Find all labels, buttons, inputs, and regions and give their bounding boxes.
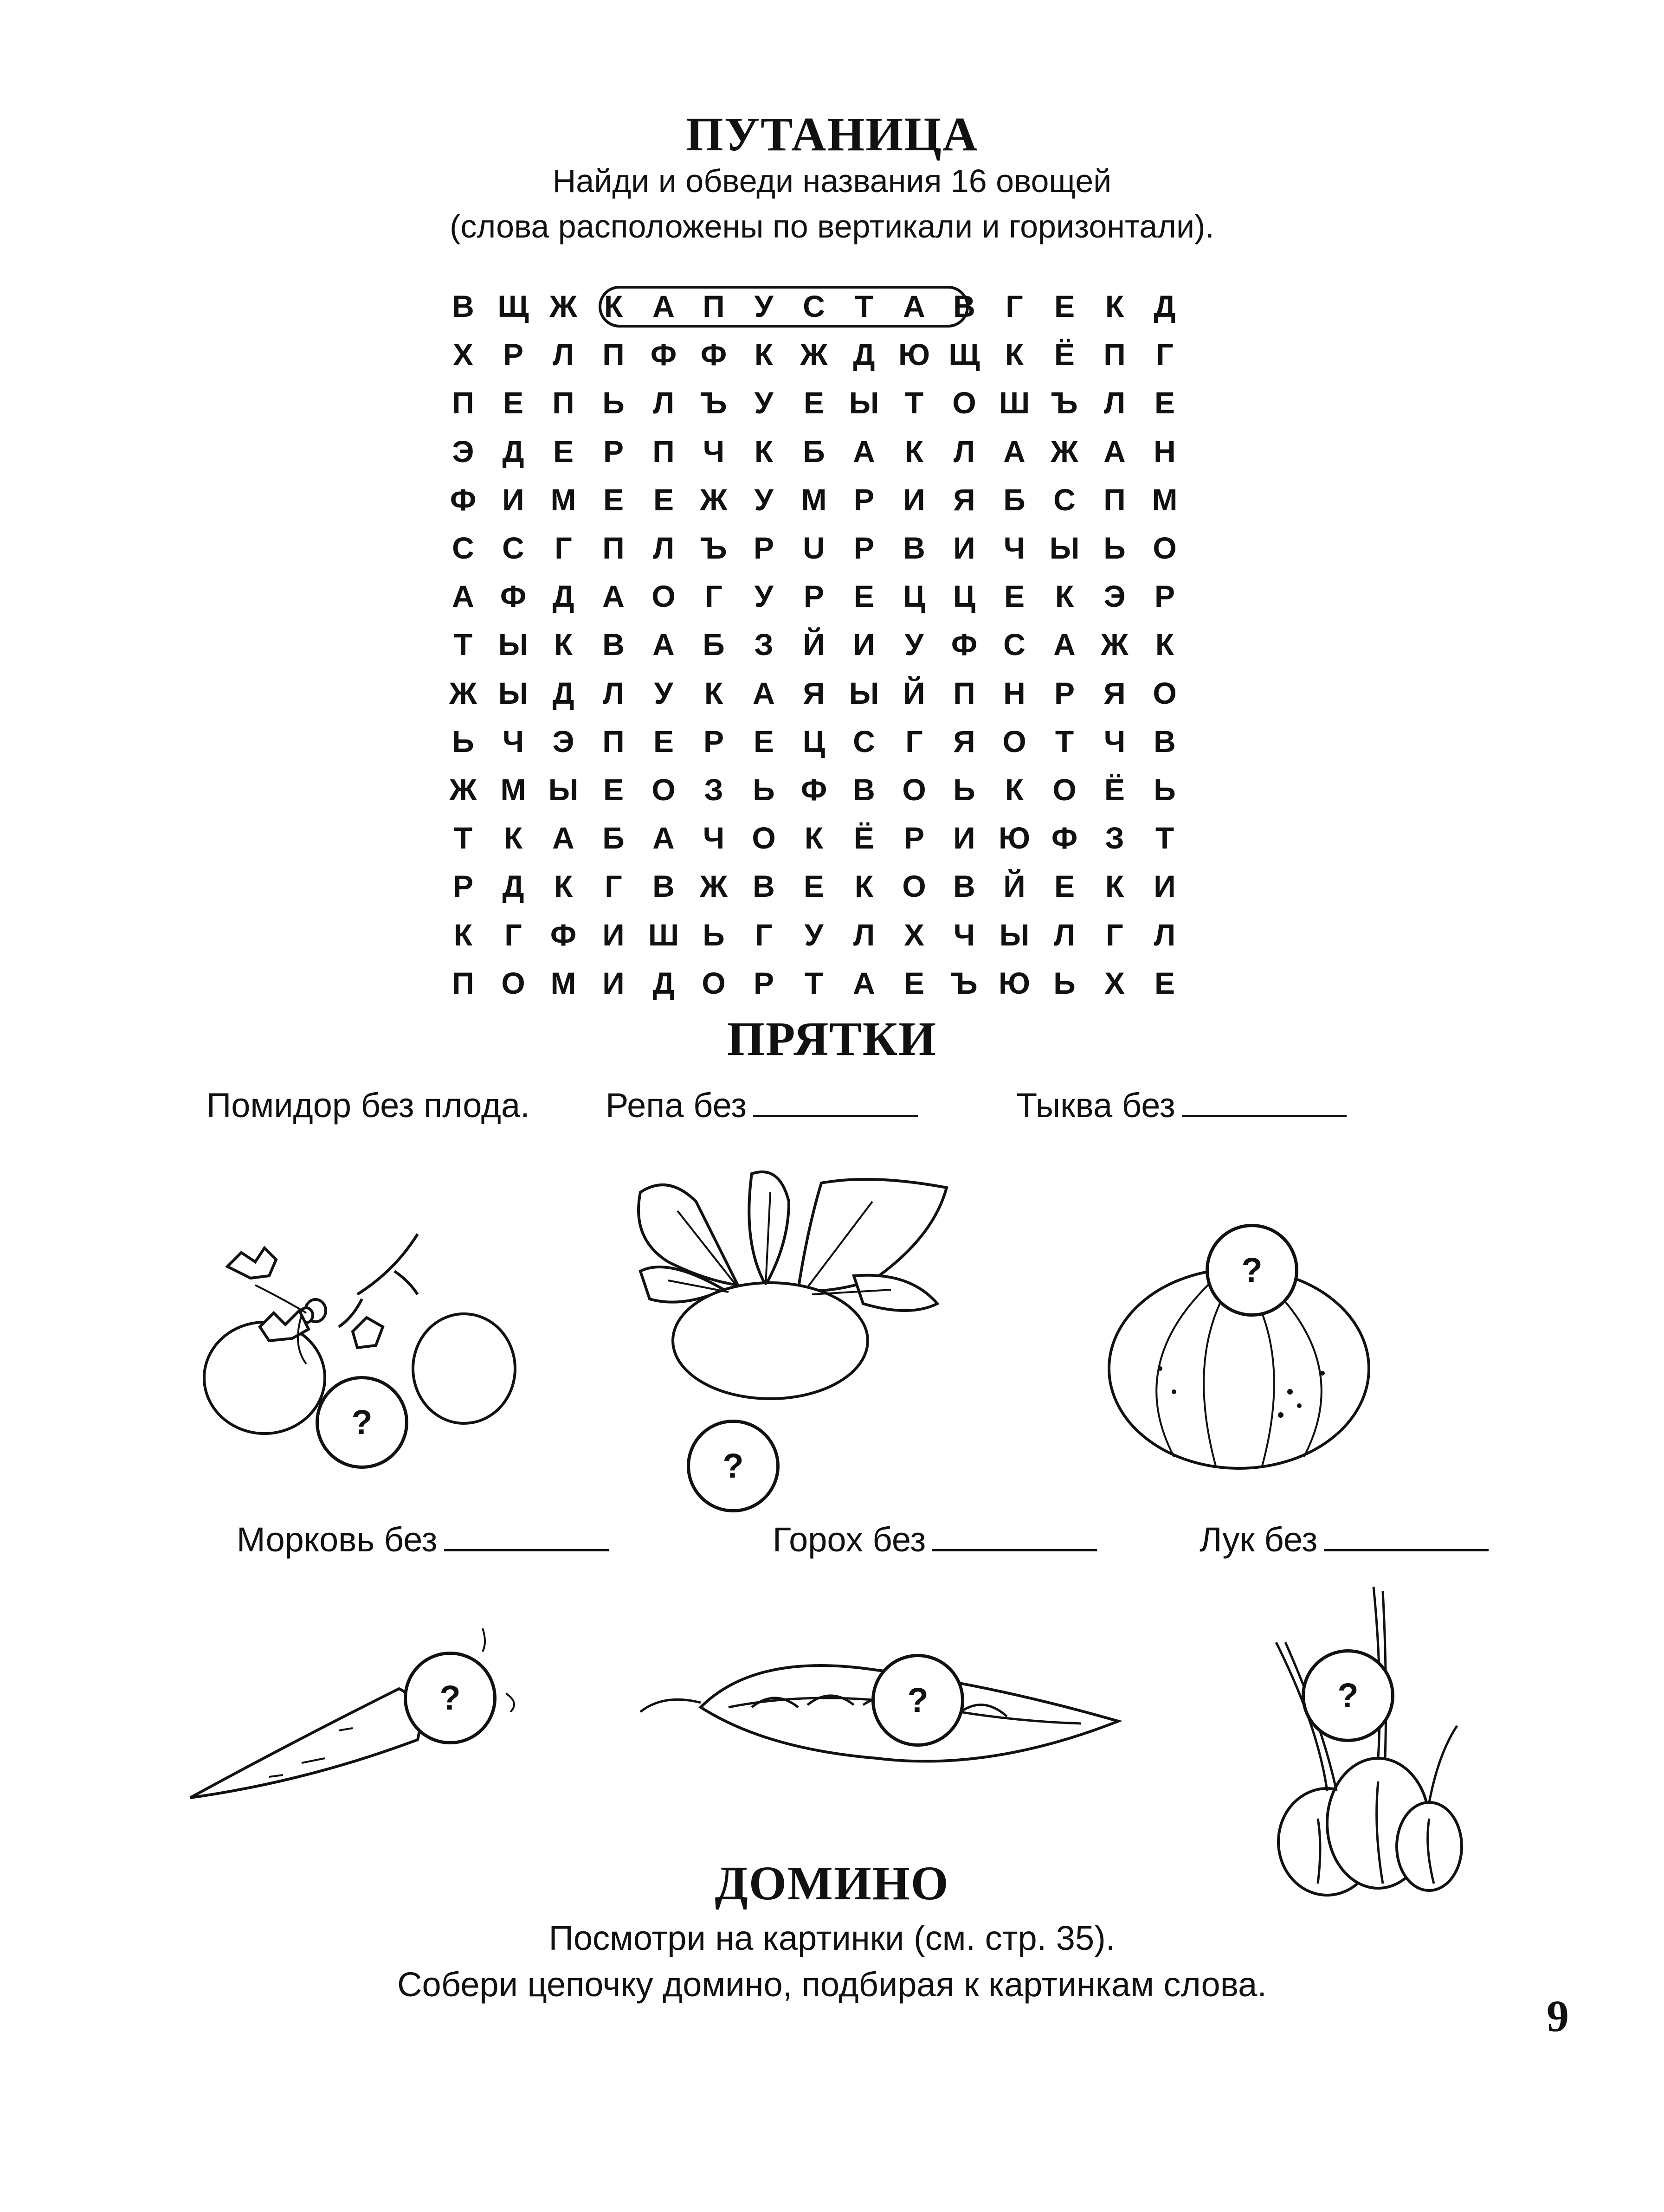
grid-letter[interactable]: О xyxy=(952,386,976,420)
grid-letter[interactable]: Т xyxy=(804,965,824,1000)
grid-letter[interactable]: С xyxy=(853,724,875,759)
grid-letter[interactable]: И xyxy=(1154,869,1176,904)
question-circle-onion: ? xyxy=(1302,1649,1394,1742)
grid-letter[interactable]: Р xyxy=(753,531,774,565)
grid-letter[interactable]: З xyxy=(1105,821,1124,855)
grid-letter[interactable]: Ж xyxy=(449,772,477,807)
grid-letter[interactable]: Е xyxy=(1154,965,1175,1000)
grid-letter[interactable]: Ж xyxy=(700,869,728,904)
grid-letter[interactable]: Ъ xyxy=(1051,386,1078,420)
grid-letter[interactable]: П xyxy=(552,386,574,420)
grid-letter[interactable]: Д xyxy=(652,965,675,1000)
grid-letter[interactable]: Й xyxy=(803,627,825,662)
grid-letter[interactable]: Ч xyxy=(703,434,725,469)
grid-letter[interactable]: Ф xyxy=(450,482,477,517)
grid-row xyxy=(445,427,1233,476)
grid-letter[interactable]: Р xyxy=(1154,579,1175,614)
grid-letter[interactable]: К xyxy=(804,821,824,855)
grid-letter[interactable]: З xyxy=(754,627,774,662)
grid-letter[interactable]: В xyxy=(953,289,975,323)
label-luk-text: Лук без xyxy=(1200,1520,1318,1559)
grid-letter[interactable]: С xyxy=(1003,627,1025,662)
grid-letter[interactable]: А xyxy=(1103,434,1126,469)
grid-letter[interactable]: К xyxy=(604,289,623,323)
label-goroh xyxy=(773,1520,1097,1559)
grid-letter[interactable]: Л xyxy=(953,434,975,469)
grid-letter[interactable]: У xyxy=(804,917,824,952)
grid-letter[interactable]: К xyxy=(1155,627,1174,662)
grid-letter[interactable]: Э xyxy=(452,434,474,469)
grid-letter[interactable]: Е xyxy=(553,434,574,469)
grid-letter[interactable]: М xyxy=(500,772,526,807)
grid-letter[interactable]: Е xyxy=(853,579,875,614)
grid-row xyxy=(445,911,1233,959)
grid-letter[interactable]: Ш xyxy=(999,386,1030,420)
grid-letter[interactable]: И xyxy=(903,482,925,517)
grid-letter[interactable]: О xyxy=(1002,724,1026,759)
grid-letter[interactable]: К xyxy=(554,869,573,904)
grid-letter[interactable]: Ф xyxy=(700,337,727,372)
domino-instruction-1: Посмотри на картинки (см. стр. 35). xyxy=(548,1919,1116,1957)
grid-letter[interactable]: П xyxy=(602,724,625,759)
grid-letter[interactable]: Ы xyxy=(849,386,879,420)
grid-letter[interactable]: К xyxy=(1005,772,1024,807)
grid-letter[interactable]: Ъ xyxy=(700,531,727,565)
grid-letter[interactable]: Р xyxy=(1054,675,1075,710)
grid-letter[interactable]: В xyxy=(452,289,474,323)
grid-letter[interactable]: Г xyxy=(504,917,522,952)
grid-letter[interactable]: Ь xyxy=(753,772,775,807)
grid-letter[interactable]: Д xyxy=(552,579,574,614)
grid-letter[interactable]: В xyxy=(652,869,675,904)
grid-letter[interactable]: Ъ xyxy=(700,386,727,420)
grid-letter[interactable]: Е xyxy=(1154,386,1175,420)
grid-letter[interactable]: П xyxy=(953,675,975,710)
grid-letter[interactable]: Л xyxy=(652,386,675,420)
grid-letter[interactable]: Е xyxy=(653,482,674,517)
label-goroh-text: Горох без xyxy=(773,1520,926,1559)
grid-letter[interactable]: Ю xyxy=(998,821,1031,855)
grid-letter[interactable]: Ё xyxy=(853,821,875,855)
grid-letter[interactable]: Ы xyxy=(498,675,529,710)
grid-letter[interactable]: В xyxy=(953,869,975,904)
grid-letter[interactable]: А xyxy=(853,965,875,1000)
grid-letter[interactable]: Ж xyxy=(549,289,577,323)
grid-letter[interactable]: У xyxy=(754,386,774,420)
page-number: 9 xyxy=(1547,1991,1569,2041)
grid-letter[interactable]: Т xyxy=(1155,821,1174,855)
domino-instruction-2: Собери цепочку домино, подбирая к картинкам слова. xyxy=(397,1965,1267,2004)
grid-letter[interactable]: Ы xyxy=(498,627,529,662)
grid-letter[interactable]: У xyxy=(754,289,774,323)
grid-letter[interactable]: Р xyxy=(753,965,774,1000)
grid-letter[interactable]: Г xyxy=(605,869,622,904)
answer-blank-tykva[interactable] xyxy=(1182,1113,1347,1117)
grid-letter[interactable]: З xyxy=(704,772,723,807)
grid-letter[interactable]: П xyxy=(652,434,675,469)
grid-letter[interactable]: К xyxy=(1055,579,1074,614)
grid-letter[interactable]: Ы xyxy=(548,772,579,807)
grid-letter[interactable]: Х xyxy=(903,917,925,952)
grid-letter[interactable]: Щ xyxy=(497,289,529,323)
grid-letter[interactable]: Д xyxy=(552,675,574,710)
grid-letter[interactable]: А xyxy=(1053,627,1076,662)
question-circle-tomato: ? xyxy=(316,1376,408,1469)
grid-letter[interactable]: Р xyxy=(803,579,825,614)
grid-letter[interactable]: К xyxy=(1105,289,1124,323)
grid-letter[interactable]: Д xyxy=(853,337,875,372)
grid-letter[interactable]: И xyxy=(602,965,625,1000)
question-circle-carrot: ? xyxy=(404,1652,497,1744)
grid-letter[interactable]: Ы xyxy=(849,675,879,710)
grid-letter[interactable]: К xyxy=(1105,869,1124,904)
grid-letter[interactable]: Ф xyxy=(951,627,978,662)
grid-letter[interactable]: В xyxy=(853,772,875,807)
grid-letter[interactable]: Ь xyxy=(1154,772,1176,807)
grid-letter[interactable]: С xyxy=(1053,482,1076,517)
grid-letter[interactable]: Т xyxy=(453,627,473,662)
grid-row xyxy=(445,717,1233,765)
grid-letter[interactable]: Л xyxy=(602,675,625,710)
grid-letter[interactable]: Ж xyxy=(1101,627,1129,662)
grid-letter[interactable]: Б xyxy=(703,627,725,662)
grid-letter[interactable]: И xyxy=(953,531,975,565)
answer-blank-goroh[interactable] xyxy=(932,1547,1097,1551)
grid-row xyxy=(445,524,1233,572)
grid-letter[interactable]: Ь xyxy=(452,724,474,759)
grid-row xyxy=(445,669,1233,717)
grid-letter[interactable]: Ы xyxy=(999,917,1030,952)
label-repa xyxy=(606,1086,918,1125)
grid-letter[interactable]: К xyxy=(1005,337,1024,372)
grid-letter[interactable]: П xyxy=(1103,337,1126,372)
grid-letter[interactable]: Д xyxy=(502,434,524,469)
grid-letter[interactable]: Е xyxy=(603,772,624,807)
grid-letter[interactable]: Р xyxy=(703,724,724,759)
grid-row xyxy=(445,765,1233,814)
grid-letter[interactable]: Х xyxy=(1104,965,1125,1000)
grid-letter[interactable]: Р xyxy=(603,434,624,469)
grid-letter[interactable]: Ф xyxy=(650,337,677,372)
grid-letter[interactable]: К xyxy=(453,917,473,952)
grid-letter[interactable]: Е xyxy=(653,724,674,759)
grid-letter[interactable]: Т xyxy=(1055,724,1074,759)
grid-letter[interactable]: Ц xyxy=(903,579,926,614)
grid-letter[interactable]: М xyxy=(550,965,576,1000)
grid-letter[interactable]: Е xyxy=(803,869,825,904)
grid-letter[interactable]: К xyxy=(904,434,924,469)
grid-letter[interactable]: Д xyxy=(502,869,524,904)
grid-letter[interactable]: Г xyxy=(1156,337,1174,372)
grid-letter[interactable]: А xyxy=(652,289,675,323)
grid-letter[interactable]: П xyxy=(602,531,625,565)
grid-letter[interactable]: Ы xyxy=(1049,531,1080,565)
grid-letter[interactable]: Р xyxy=(903,821,925,855)
grid-letter[interactable]: К xyxy=(503,821,523,855)
grid-letter[interactable]: Х xyxy=(452,337,474,372)
grid-letter[interactable]: П xyxy=(602,337,625,372)
grid-letter[interactable]: Б xyxy=(602,821,625,855)
grid-letter[interactable]: Б xyxy=(1003,482,1025,517)
grid-letter[interactable]: Е xyxy=(503,386,524,420)
grid-letter[interactable]: Л xyxy=(1053,917,1076,952)
grid-letter[interactable]: Г xyxy=(755,917,773,952)
grid-letter[interactable]: А xyxy=(552,821,574,855)
grid-letter[interactable]: А xyxy=(452,579,474,614)
grid-letter[interactable]: С xyxy=(502,531,524,565)
grid-letter[interactable]: Щ xyxy=(948,337,980,372)
grid-letter[interactable]: Ф xyxy=(800,772,827,807)
title-pryatki: ПРЯТКИ xyxy=(727,1012,937,1066)
grid-row xyxy=(445,379,1233,427)
grid-letter[interactable]: Ф xyxy=(550,917,577,952)
grid-letter[interactable]: А xyxy=(602,579,625,614)
grid-letter[interactable]: Д xyxy=(1154,289,1176,323)
grid-letter[interactable]: Е xyxy=(903,965,925,1000)
grid-letter[interactable]: В xyxy=(753,869,775,904)
grid-letter[interactable]: Я xyxy=(953,724,975,759)
grid-letter[interactable]: А xyxy=(903,289,925,323)
title-domino: ДОМИНО xyxy=(715,1857,949,1910)
grid-letter[interactable]: Ф xyxy=(500,579,527,614)
grid-letter[interactable]: Ж xyxy=(1051,434,1078,469)
grid-letter[interactable]: Г xyxy=(1106,917,1123,952)
question-circle-pumpkin: ? xyxy=(1206,1224,1298,1317)
grid-letter[interactable]: Л xyxy=(552,337,574,372)
grid-letter[interactable]: Ь xyxy=(703,917,725,952)
grid-letter[interactable]: Я xyxy=(803,675,825,710)
grid-letter[interactable]: О xyxy=(752,821,776,855)
grid-letter[interactable]: Ю xyxy=(998,965,1031,1000)
grid-letter[interactable]: Е xyxy=(603,482,624,517)
grid-row xyxy=(445,330,1233,379)
grid-letter[interactable]: Л xyxy=(652,531,675,565)
grid-letter[interactable]: Ь xyxy=(953,772,975,807)
grid-letter[interactable]: Е xyxy=(1004,579,1025,614)
grid-row xyxy=(445,476,1233,524)
grid-letter[interactable]: Й xyxy=(903,675,925,710)
label-tykva-text: Тыква без xyxy=(1016,1086,1175,1125)
grid-letter[interactable]: Р xyxy=(853,531,875,565)
grid-letter[interactable]: И xyxy=(502,482,524,517)
grid-letter[interactable]: А xyxy=(652,627,675,662)
grid-letter[interactable]: С xyxy=(452,531,474,565)
question-circle-turnip: ? xyxy=(687,1420,780,1512)
answer-blank-repa[interactable] xyxy=(753,1113,918,1117)
grid-letter[interactable]: У xyxy=(754,482,774,517)
grid-letter[interactable]: О xyxy=(1153,531,1177,565)
grid-letter[interactable]: У xyxy=(904,627,924,662)
label-morkov-text: Морковь без xyxy=(237,1520,438,1559)
grid-letter[interactable]: Б xyxy=(803,434,825,469)
grid-row xyxy=(445,620,1233,669)
grid-letter[interactable]: Ё xyxy=(1104,772,1125,807)
grid-letter[interactable]: С xyxy=(803,289,825,323)
grid-letter[interactable]: П xyxy=(1103,482,1126,517)
label-tykva xyxy=(1016,1086,1347,1125)
grid-letter[interactable]: Ш xyxy=(648,917,679,952)
grid-letter[interactable]: Л xyxy=(1154,917,1176,952)
grid-letter[interactable]: В xyxy=(602,627,625,662)
grid-letter[interactable]: Е xyxy=(803,386,825,420)
grid-letter[interactable]: О xyxy=(651,579,676,614)
grid-letter[interactable]: Ь xyxy=(602,386,625,420)
grid-letter[interactable]: А xyxy=(853,434,875,469)
grid-letter[interactable]: М xyxy=(550,482,576,517)
grid-letter[interactable]: Р xyxy=(452,869,474,904)
title-putanitsa: ПУТАНИЦА xyxy=(685,108,979,161)
grid-row xyxy=(445,959,1233,1007)
label-morkov xyxy=(237,1520,609,1559)
grid-row xyxy=(445,572,1233,620)
grid-letter[interactable]: О xyxy=(501,965,525,1000)
label-pomidor-text: Помидор без плода. xyxy=(206,1086,530,1125)
answer-blank-luk[interactable] xyxy=(1324,1547,1489,1551)
grid-letter[interactable]: П xyxy=(452,386,474,420)
grid-letter[interactable]: А xyxy=(652,821,675,855)
grid-letter[interactable]: Э xyxy=(1103,579,1126,614)
grid-letter[interactable]: Ю xyxy=(898,337,930,372)
grid-letter[interactable]: Л xyxy=(1103,386,1126,420)
grid-letter[interactable]: И xyxy=(853,627,875,662)
grid-row xyxy=(445,814,1233,862)
grid-letter[interactable]: Ч xyxy=(953,917,975,952)
grid-letter[interactable]: Ч xyxy=(502,724,524,759)
grid-letter[interactable]: Ч xyxy=(1103,724,1126,759)
grid-letter[interactable]: Ч xyxy=(1003,531,1025,565)
grid-letter[interactable]: О xyxy=(1052,772,1077,807)
answer-blank-morkov[interactable] xyxy=(444,1547,609,1551)
grid-letter[interactable]: В xyxy=(903,531,925,565)
grid-letter[interactable]: Н xyxy=(1003,675,1025,710)
grid-letter[interactable]: Ц xyxy=(802,724,826,759)
grid-letter[interactable]: О xyxy=(651,772,676,807)
grid-letter[interactable]: К xyxy=(854,869,874,904)
label-repa-text: Репа без xyxy=(606,1086,747,1125)
grid-letter[interactable]: И xyxy=(602,917,625,952)
grid-letter[interactable]: О xyxy=(1153,675,1177,710)
grid-row xyxy=(445,282,1233,330)
grid-letter[interactable]: Е xyxy=(753,724,774,759)
grid-letter[interactable]: Ъ xyxy=(951,965,978,1000)
instruction-line-2: (слова расположены по вертикали и горизонтали). xyxy=(450,208,1214,244)
grid-letter[interactable]: Ь xyxy=(1103,531,1126,565)
grid-letter[interactable]: Е xyxy=(1054,869,1075,904)
grid-letter[interactable]: Н xyxy=(1154,434,1176,469)
grid-letter[interactable]: Г xyxy=(905,724,923,759)
grid-letter[interactable]: В xyxy=(1154,724,1176,759)
grid-letter[interactable]: Ж xyxy=(700,482,728,517)
grid-letter[interactable]: Т xyxy=(854,289,874,323)
grid-letter[interactable]: О xyxy=(902,869,926,904)
grid-letter[interactable]: Я xyxy=(953,482,975,517)
grid-letter[interactable]: Г xyxy=(1006,289,1023,323)
grid-letter[interactable]: Ч xyxy=(703,821,725,855)
grid-letter[interactable]: Г xyxy=(705,579,722,614)
grid-letter[interactable]: Т xyxy=(904,386,924,420)
grid-letter[interactable]: К xyxy=(754,337,774,372)
instruction-line-1: Найди и обведи названия 16 овощей xyxy=(552,163,1112,199)
grid-letter[interactable]: А xyxy=(1003,434,1025,469)
grid-letter[interactable]: О xyxy=(702,965,726,1000)
grid-letter[interactable]: М xyxy=(801,482,827,517)
grid-letter[interactable]: Ж xyxy=(800,337,828,372)
grid-letter[interactable]: А xyxy=(753,675,775,710)
grid-letter[interactable]: П xyxy=(452,965,474,1000)
grid-letter[interactable]: Т xyxy=(453,821,473,855)
grid-letter[interactable]: К xyxy=(704,675,723,710)
grid-letter[interactable]: Ф xyxy=(1051,821,1078,855)
grid-letter[interactable]: У xyxy=(654,675,673,710)
grid-letter[interactable]: Ж xyxy=(449,675,477,710)
grid-letter[interactable]: Л xyxy=(853,917,875,952)
grid-letter[interactable]: Я xyxy=(1103,675,1126,710)
grid-letter[interactable]: Е xyxy=(1054,289,1075,323)
grid-letter[interactable]: К xyxy=(554,627,573,662)
grid-letter[interactable]: Ё xyxy=(1054,337,1075,372)
grid-letter[interactable]: U xyxy=(803,531,825,565)
grid-letter[interactable]: Ц xyxy=(953,579,976,614)
grid-row xyxy=(445,862,1233,910)
grid-letter[interactable]: У xyxy=(754,579,774,614)
grid-letter[interactable]: И xyxy=(953,821,975,855)
turnip-illustration xyxy=(613,1164,974,1452)
grid-letter[interactable]: К xyxy=(754,434,774,469)
grid-letter[interactable]: М xyxy=(1152,482,1178,517)
grid-letter[interactable]: Ь xyxy=(1053,965,1076,1000)
grid-letter[interactable]: Э xyxy=(552,724,574,759)
label-luk xyxy=(1200,1520,1489,1559)
grid-letter[interactable]: Р xyxy=(503,337,524,372)
grid-letter[interactable]: П xyxy=(703,289,725,323)
grid-letter[interactable]: Г xyxy=(555,531,572,565)
question-circle-peapod: ? xyxy=(871,1654,964,1747)
label-pomidor xyxy=(206,1086,530,1125)
grid-letter[interactable]: Р xyxy=(853,482,875,517)
grid-letter[interactable]: Й xyxy=(1003,869,1025,904)
grid-letter[interactable]: О xyxy=(902,772,926,807)
